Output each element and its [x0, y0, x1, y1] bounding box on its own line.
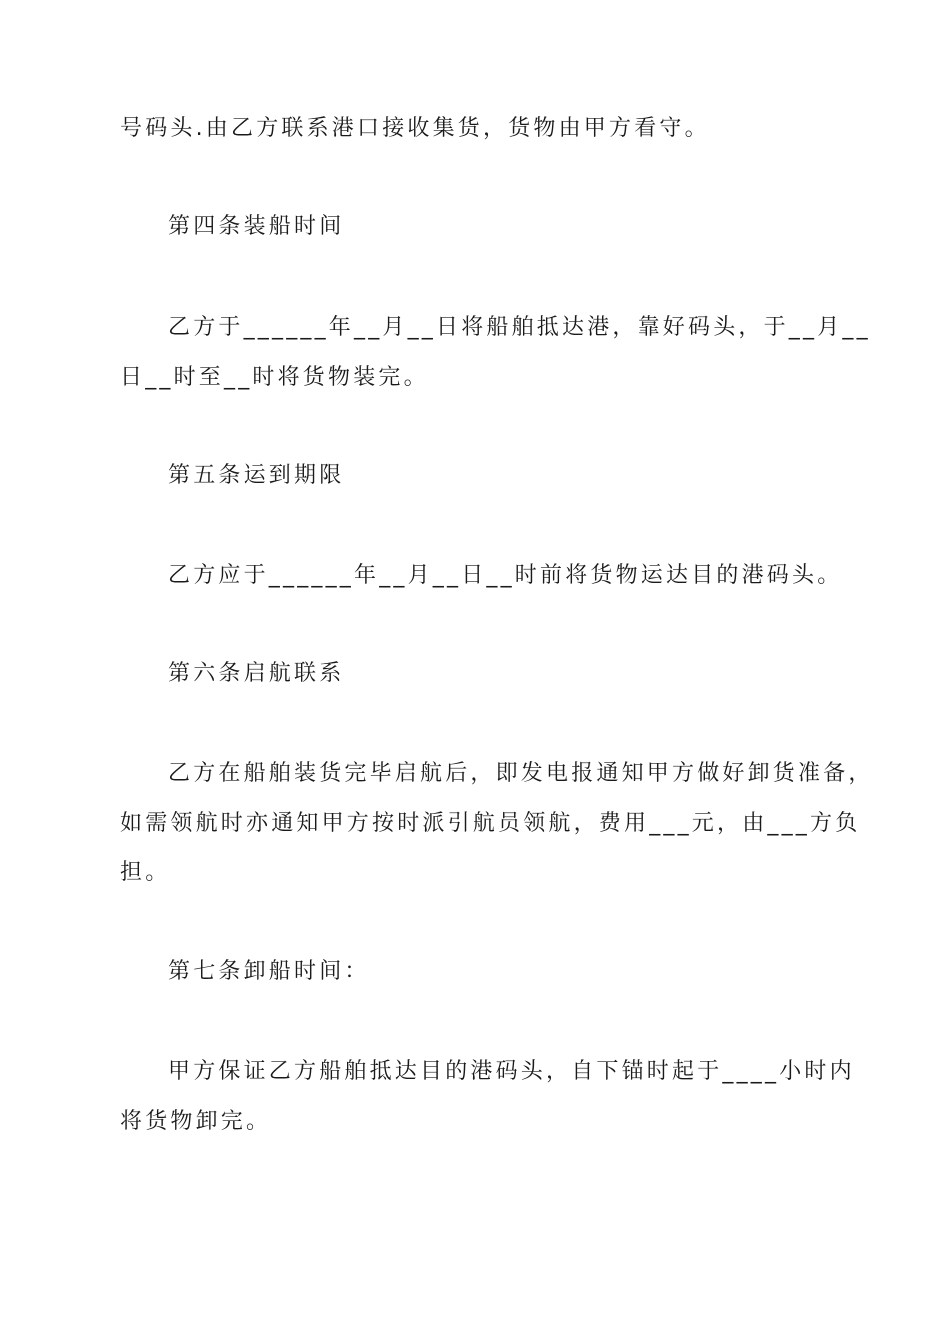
paragraph-line: 甲方保证乙方船舶抵达目的港码头，自下锚时起于____小时内 — [168, 1059, 855, 1084]
paragraph-line: 号码头.由乙方联系港口接收集货，货物由甲方看守。 — [120, 116, 710, 141]
paragraph-line: 如需领航时亦通知甲方按时派引航员领航，费用___元，由___方负 — [120, 811, 861, 836]
paragraph-line: 担。 — [120, 860, 171, 885]
paragraph-line: 日__时至__时将货物装完。 — [120, 365, 429, 390]
paragraph-line: 将货物卸完。 — [120, 1109, 272, 1134]
article-heading-7: 第七条卸船时间： — [168, 959, 370, 984]
article-heading-4: 第四条装船时间 — [168, 214, 345, 239]
article-heading-5: 第五条运到期限 — [168, 463, 345, 488]
paragraph-line: 乙方在船舶装货完毕启航后，即发电报通知甲方做好卸货准备， — [168, 761, 874, 786]
paragraph-line: 乙方于______年__月__日将船舶抵达港，靠好码头，于__月__ — [168, 315, 871, 340]
article-heading-6: 第六条启航联系 — [168, 661, 345, 686]
paragraph-line: 乙方应于______年__月__日__时前将货物运达目的港码头。 — [168, 563, 843, 588]
